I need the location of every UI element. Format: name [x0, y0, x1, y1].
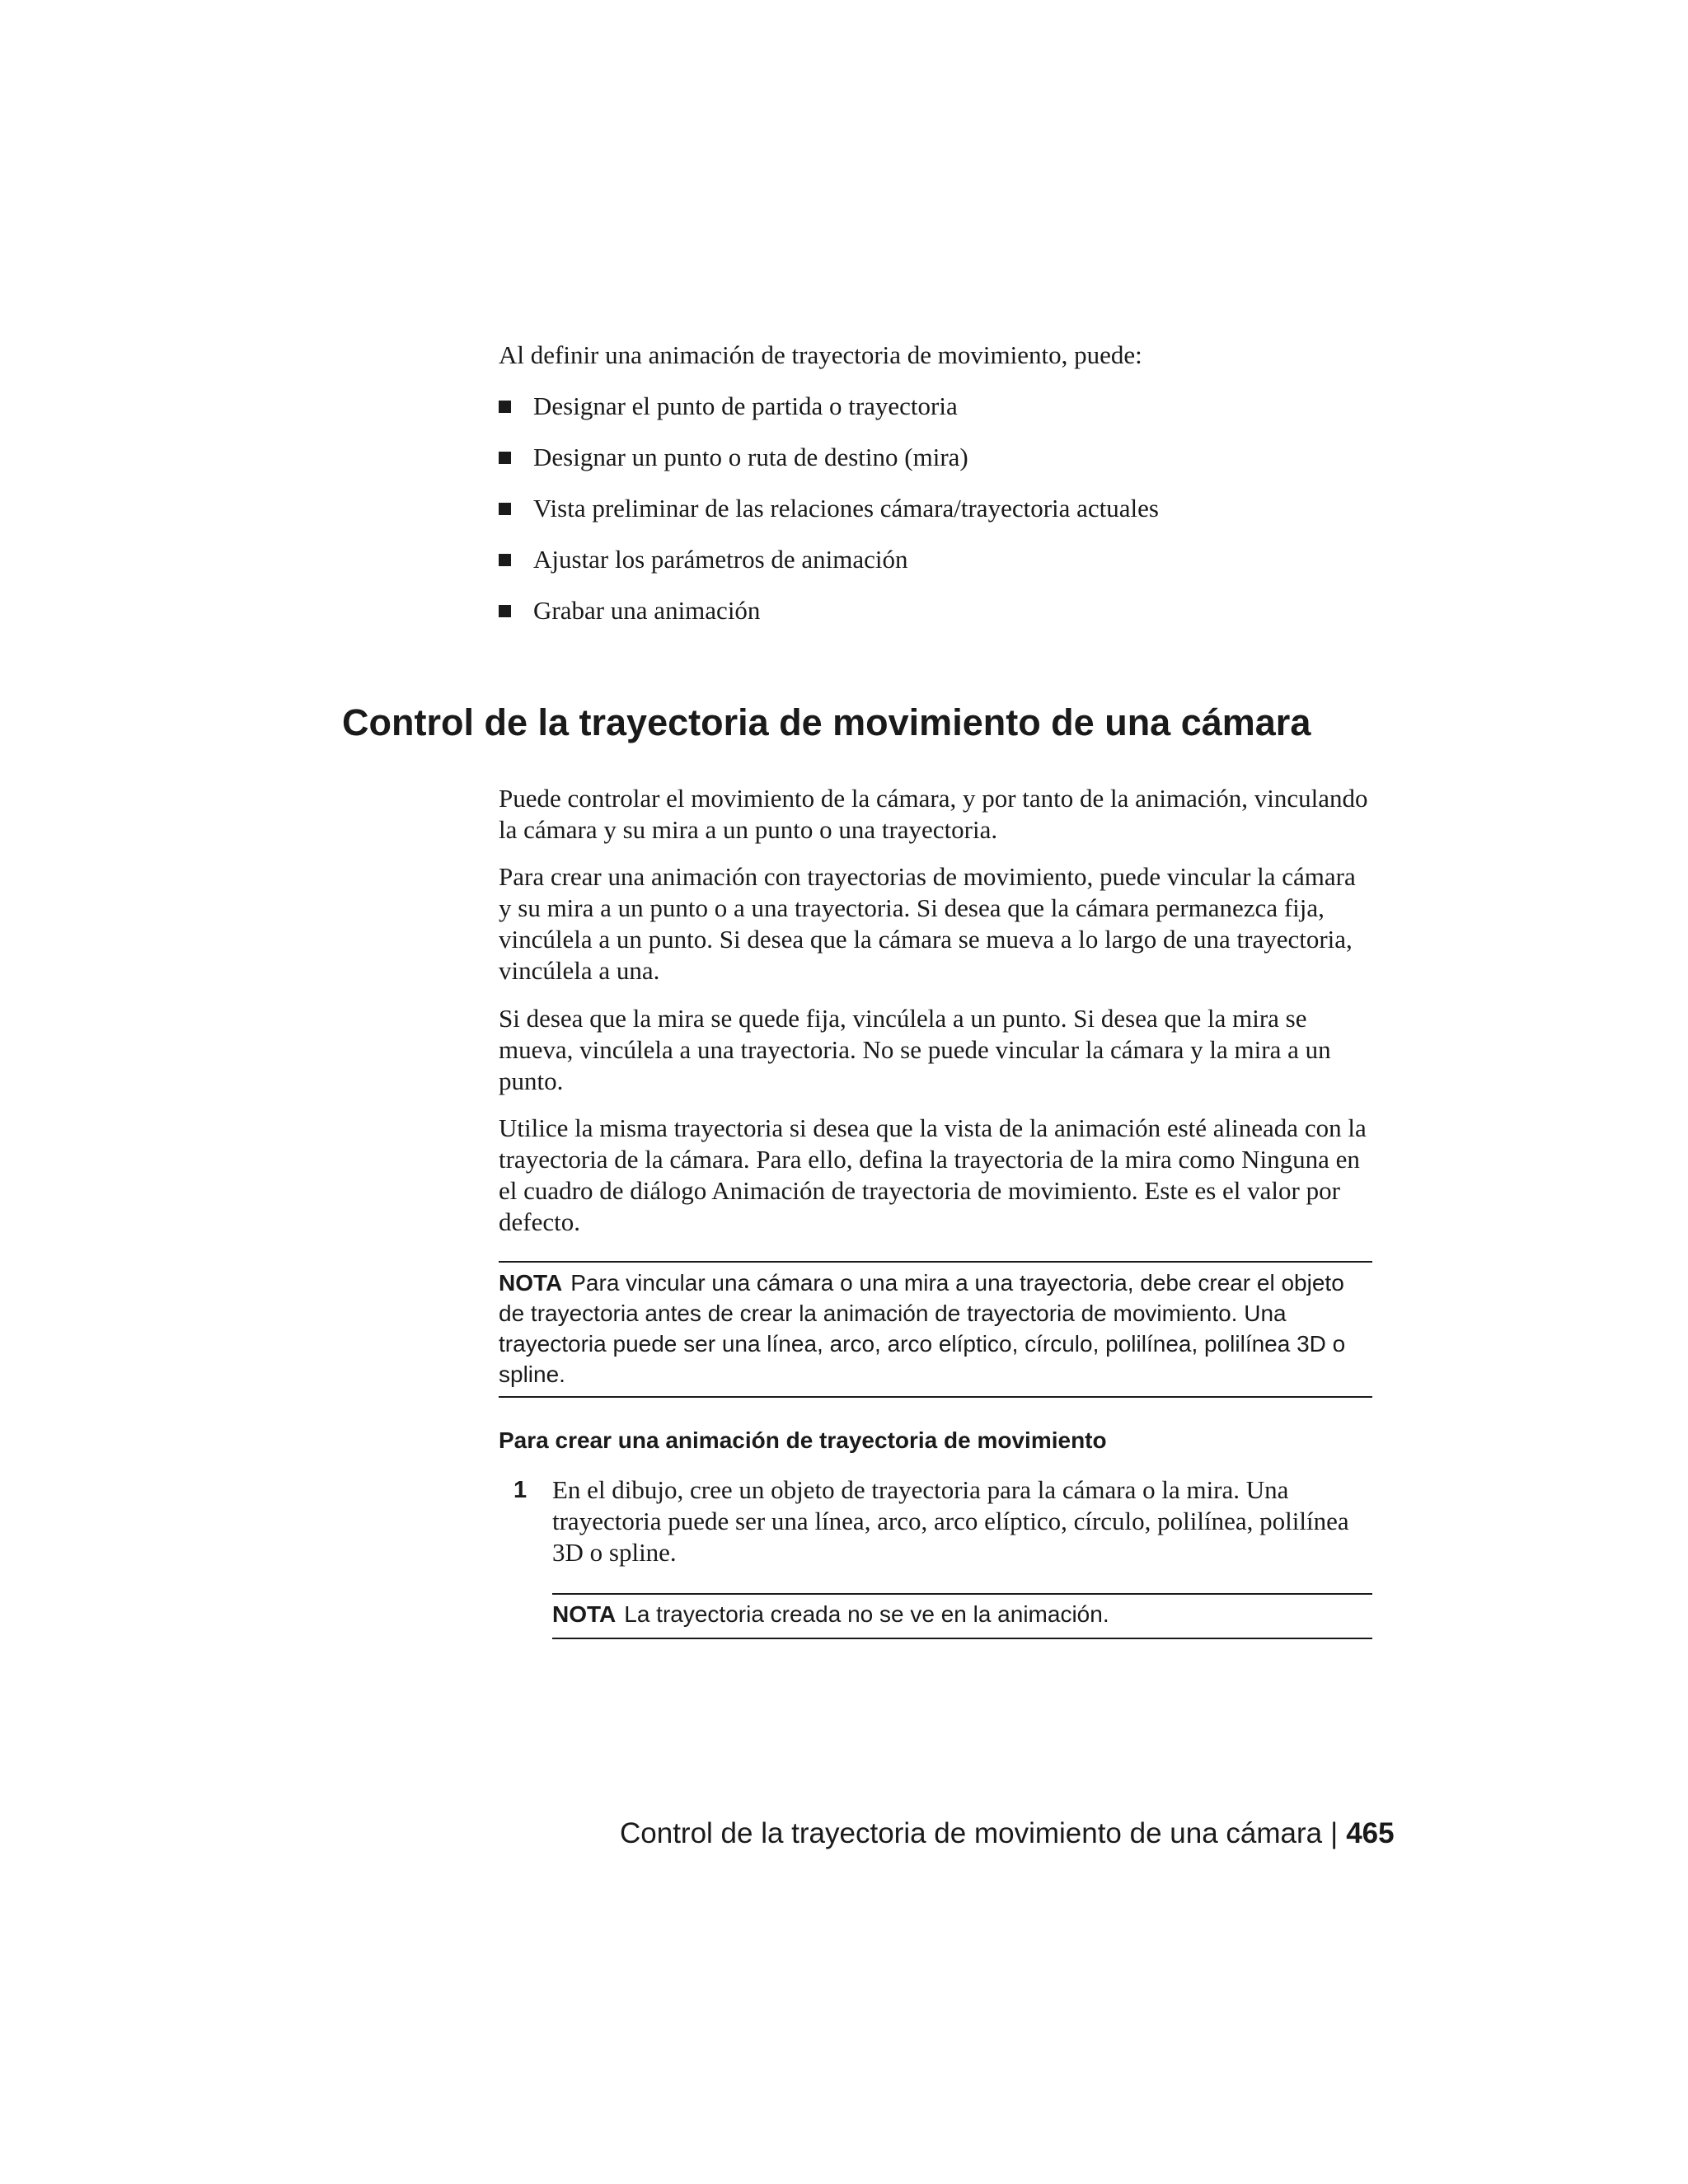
bullet-text: Ajustar los parámetros de animación	[533, 545, 908, 574]
bullet-text: Grabar una animación	[533, 596, 761, 625]
bullet-text: Designar el punto de partida o trayectoria	[533, 391, 958, 420]
note-label: NOTA	[499, 1270, 563, 1296]
paragraph: Puede controlar el movimiento de la cámara, y por tanto de la animación, vinculando la cámara y su mira a un punto o una trayectoria.	[499, 784, 1368, 844]
step-text: En el dibujo, cree un objeto de trayectoria para la cámara o la mira. Una trayectoria puede ser una línea, arco, arco elíptico, círculo, polilínea, polilínea 3D o spline.	[552, 1475, 1349, 1567]
bullet-text: Designar un punto o ruta de destino (mira)	[533, 443, 968, 471]
note-top-rule	[499, 1261, 1372, 1263]
note-box	[552, 1599, 1372, 1629]
square-bullet-icon	[499, 452, 511, 464]
list-item	[499, 391, 1372, 442]
note-label: NOTA	[552, 1601, 617, 1627]
square-bullet-icon	[499, 503, 511, 515]
list-item	[499, 442, 1372, 493]
footer-title: Control de la trayectoria de movimiento de una cámara	[620, 1817, 1323, 1849]
section-heading: Control de la trayectoria de movimiento de una cámara	[342, 701, 1311, 743]
procedure-step	[499, 1474, 1372, 1568]
note-top-rule	[552, 1593, 1372, 1595]
bullet-list	[499, 391, 1372, 646]
square-bullet-icon	[499, 401, 511, 413]
note-text: Para vincular una cámara o una mira a una trayectoria, debe crear el objeto de trayectoria antes de crear la animación de trayectoria de movimiento. Una trayectoria puede ser una línea, arco, arco elíptico, círculo, polilínea, polilínea 3D o spline.	[499, 1270, 1346, 1387]
step-number: 1	[513, 1477, 528, 1503]
bullet-text: Vista preliminar de las relaciones cámara/trayectoria actuales	[533, 494, 1159, 523]
note-text: La trayectoria creada no se ve en la animación.	[624, 1601, 1109, 1627]
footer-separator: |	[1330, 1817, 1339, 1849]
page-number: 465	[1346, 1817, 1395, 1849]
paragraph: Si desea que la mira se quede fija, vincúlela a un punto. Si desea que la mira se mueva, vincúlela a una trayectoria. No se puede vincular la cámara y la mira a un punto.	[499, 1004, 1331, 1095]
procedure-title: Para crear una animación de trayectoria de movimiento	[499, 1427, 1107, 1453]
square-bullet-icon	[499, 605, 511, 617]
page-footer	[620, 1816, 1395, 1852]
paragraph: Utilice la misma trayectoria si desea que la vista de la animación esté alineada con la trayectoria de la cámara. Para ello, defina la trayectoria de la mira como Ninguna en el cuadro de diálogo Animación de trayectoria de movimiento. Este es el valor por defecto.	[499, 1113, 1367, 1236]
list-item	[499, 493, 1372, 544]
note-bottom-rule	[499, 1396, 1372, 1398]
paragraph: Para crear una animación con trayectorias de movimiento, puede vincular la cámara y su mira a un punto o a una trayectoria. Si desea que la cámara permanezca fija, vincúlela a un punto. Si desea que la cámara se mueva a lo largo de una trayectoria, vincúlela a una.	[499, 862, 1356, 985]
note-box	[499, 1268, 1372, 1390]
note-bottom-rule	[552, 1638, 1372, 1639]
square-bullet-icon	[499, 554, 511, 566]
list-item	[499, 595, 1372, 646]
list-item	[499, 544, 1372, 595]
intro-text: Al definir una animación de trayectoria de movimiento, puede:	[499, 340, 1142, 369]
